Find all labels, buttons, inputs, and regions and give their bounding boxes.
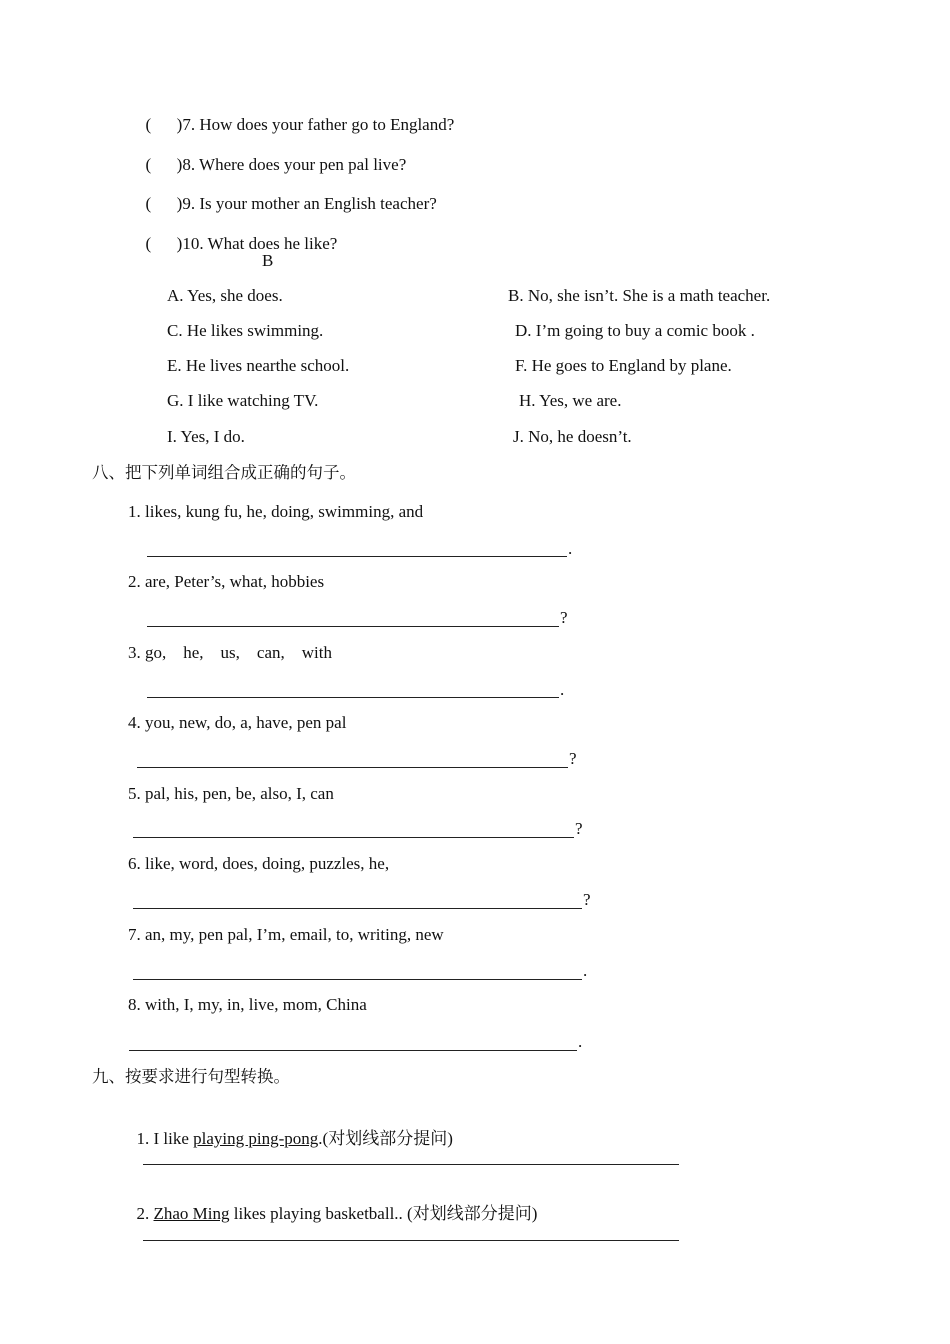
transform-suffix: .(对划线部分提问)	[318, 1129, 453, 1148]
transform-prefix: 2.	[136, 1204, 154, 1223]
question-text: 10. What does he like?	[182, 234, 338, 253]
answer-end-5: ?	[575, 819, 583, 838]
question-10	[137, 211, 337, 255]
reorder-prompt-3: 3. go, he, us, can, with	[128, 643, 332, 662]
transform-suffix: likes playing basketball.. (对划线部分提问)	[229, 1204, 538, 1223]
answer-end-1: .	[568, 539, 573, 558]
answer-a: A. Yes, she does.	[167, 286, 283, 305]
answer-line-3[interactable]	[147, 697, 559, 698]
answer-line-1[interactable]	[147, 556, 567, 557]
answer-end-7: .	[583, 961, 588, 980]
reorder-prompt-6: 6. like, word, does, doing, puzzles, he,	[128, 854, 390, 873]
answer-paren[interactable]: ( )	[145, 194, 183, 213]
answer-line-5[interactable]	[133, 837, 574, 838]
answer-line-9-1[interactable]	[143, 1164, 679, 1165]
answer-line-9-2[interactable]	[143, 1240, 679, 1241]
answer-d: D. I’m going to buy a comic book .	[515, 321, 755, 340]
transform-item-1	[128, 1106, 453, 1150]
answer-line-7[interactable]	[133, 979, 582, 980]
answer-j: J. No, he doesn’t.	[513, 427, 632, 446]
transform-item-2	[128, 1181, 537, 1225]
answer-end-8: .	[578, 1032, 583, 1051]
answer-g: G. I like watching TV.	[167, 391, 319, 410]
section-8-title: 八、把下列单词组合成正确的句子。	[92, 463, 356, 482]
answer-i: I. Yes, I do.	[167, 427, 245, 446]
answer-end-2: ?	[560, 608, 568, 627]
answer-paren[interactable]: ( )	[145, 115, 183, 134]
question-8	[137, 132, 406, 176]
question-9	[137, 171, 437, 215]
answer-c: C. He likes swimming.	[167, 321, 324, 340]
reorder-prompt-4: 4. you, new, do, a, have, pen pal	[128, 713, 347, 732]
column-b-label: B	[262, 251, 274, 270]
answer-h: H. Yes, we are.	[519, 391, 622, 410]
question-7	[137, 92, 454, 136]
answer-end-6: ?	[583, 890, 591, 909]
answer-b: B. No, she isn’t. She is a math teacher.	[508, 286, 771, 305]
answer-line-4[interactable]	[137, 767, 568, 768]
transform-prefix: 1. I like	[136, 1129, 194, 1148]
answer-end-3: .	[560, 680, 565, 699]
answer-paren[interactable]: ( )	[145, 155, 183, 174]
section-9-title: 九、按要求进行句型转换。	[92, 1067, 290, 1086]
answer-line-2[interactable]	[147, 626, 559, 627]
answer-line-6[interactable]	[133, 908, 582, 909]
answer-paren[interactable]: ( )	[145, 234, 183, 253]
reorder-prompt-2: 2. are, Peter’s, what, hobbies	[128, 572, 325, 591]
reorder-prompt-5: 5. pal, his, pen, be, also, I, can	[128, 784, 334, 803]
question-text: 8. Where does your pen pal live?	[182, 155, 407, 174]
answer-f: F. He goes to England by plane.	[515, 356, 732, 375]
question-text: 9. Is your mother an English teacher?	[182, 194, 437, 213]
underlined-part: playing ping-pong	[193, 1129, 319, 1148]
reorder-prompt-8: 8. with, I, my, in, live, mom, China	[128, 995, 367, 1014]
answer-line-8[interactable]	[129, 1050, 577, 1051]
underlined-part: Zhao Ming	[153, 1204, 230, 1223]
answer-end-4: ?	[569, 749, 577, 768]
reorder-prompt-1: 1. likes, kung fu, he, doing, swimming, and	[128, 502, 424, 521]
answer-e: E. He lives nearthe school.	[167, 356, 350, 375]
question-text: 7. How does your father go to England?	[182, 115, 455, 134]
reorder-prompt-7: 7. an, my, pen pal, I’m, email, to, writing, new	[128, 925, 444, 944]
